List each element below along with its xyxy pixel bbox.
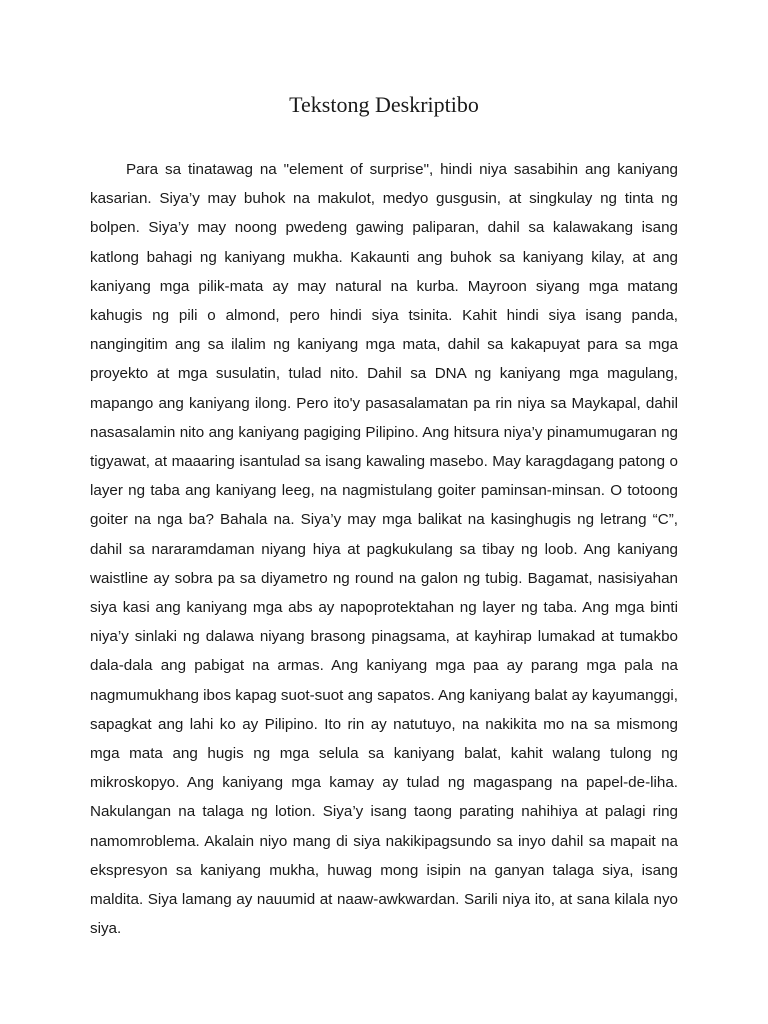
document-title: Tekstong Deskriptibo: [289, 92, 479, 117]
body-paragraph: Para sa tinatawag na "element of surprise", hindi niya sasabihin ang kaniyang kasarian. Siya’y may buhok na makulot, medyo gusgusin, at singkulay ng tinta ng bolpen. Siya’y may noong pwedeng gawing paliparan, dahil sa kalawakang isang katlong bahagi ng kaniyang mukha. Kakaunti ang buhok sa kaniyang kilay, at ang kaniyang mga pilik-mata ay may natural na kurba. Mayroon siyang mga matang kahugis ng pili o almond, pero hindi siya tsinita. Kahit hindi siya isang panda, nangingitim ang sa ilalim ng kaniyang mga mata, dahil sa kakapuyat para sa mga proyekto at mga susulatin, tulad nito. Dahil sa DNA ng kaniyang mga magulang, mapango ang kaniyang ilong. Pero ito'y pasasalamatan pa rin niya sa Maykapal, dahil nasasalamin nito ang kaniyang pagiging Pilipino. Ang hitsura niya’y pinamumugaran ng tigyawat, at maaaring isantulad sa isang kawaling masebo. May karagdagang patong o layer ng taba ang kaniyang leeg, na nagmistulang goiter paminsan-minsan. O totoong goiter na nga ba? Bahala na. Siya’y may mga balikat na kasinghugis ng letrang “C”, dahil sa nararamdaman niyang hiya at pagkukulang sa tibay ng loob. Ang kaniyang waistline ay sobra pa sa diyametro ng round na galon ng tubig. Bagamat, nasisiyahan siya kasi ang kaniyang mga abs ay napoprotektahan ng layer ng taba. Ang mga binti niya’y sinlaki ng dalawa niyang brasong pinagsama, at kayhirap lumakad at tumakbo dala-dala ang pabigat na armas. Ang kaniyang mga paa ay parang mga pala na nagmumukhang ibos kapag suot-suot ang sapatos. Ang kaniyang balat ay kayumanggi, sapagkat ang lahi ko ay Pilipino. Ito rin ay natutuyo, na nakikita mo na sa mismong mga mata ang hugis ng mga selula sa kaniyang balat, kahit walang tulong ng mikroskopyo. Ang kaniyang mga kamay ay tulad ng magaspang na papel-de-liha. Nakulangan na talaga ng lotion. Siya’y isang taong parating nahihiya at palagi ring namomroblema. Akalain niyo mang di siya nakikipagsundo sa inyo dahil sa mapait na ekspresyon sa kaniyang mukha, huwag mong isipin na ganyan talaga siya, isang maldita. Siya lamang ay nauumid at naaw-awkwardan. Sarili niya ito, at sana kilala nyo siya.: [90, 161, 678, 938]
